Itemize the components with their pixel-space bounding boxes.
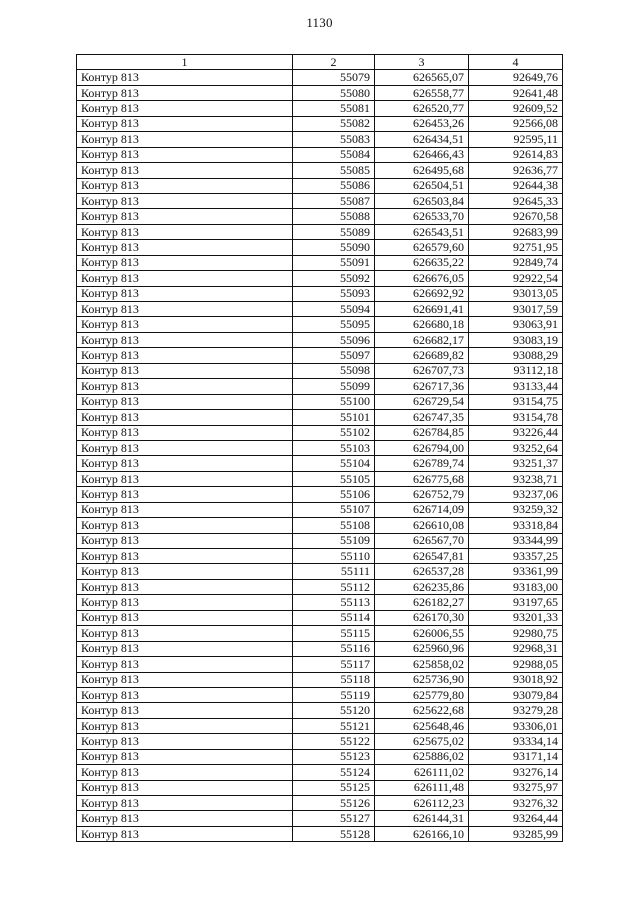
table-row bbox=[77, 101, 563, 116]
table-row bbox=[77, 178, 563, 193]
table-row bbox=[77, 286, 563, 301]
contour-name-cell: Контур 813 bbox=[77, 70, 293, 85]
point-number-cell: 55090 bbox=[293, 240, 375, 255]
x-coordinate-cell: 626789,74 bbox=[375, 456, 469, 471]
y-coordinate-cell: 92649,76 bbox=[469, 70, 563, 85]
y-coordinate-cell: 93276,32 bbox=[469, 796, 563, 811]
point-number-cell: 55105 bbox=[293, 471, 375, 486]
point-number-cell: 55100 bbox=[293, 394, 375, 409]
table-row bbox=[77, 749, 563, 764]
table-row bbox=[77, 687, 563, 702]
table-row bbox=[77, 302, 563, 317]
point-number-cell: 55103 bbox=[293, 440, 375, 455]
y-coordinate-cell: 93334,14 bbox=[469, 734, 563, 749]
table-row bbox=[77, 780, 563, 795]
y-coordinate-cell: 93154,78 bbox=[469, 410, 563, 425]
table-row bbox=[77, 826, 563, 841]
y-coordinate-cell: 93133,44 bbox=[469, 379, 563, 394]
table-row bbox=[77, 85, 563, 100]
x-coordinate-cell: 625622,68 bbox=[375, 703, 469, 718]
contour-name-cell: Контур 813 bbox=[77, 796, 293, 811]
y-coordinate-cell: 92751,95 bbox=[469, 240, 563, 255]
contour-name-cell: Контур 813 bbox=[77, 518, 293, 533]
table-row bbox=[77, 533, 563, 548]
table-row bbox=[77, 224, 563, 239]
x-coordinate-cell: 626682,17 bbox=[375, 332, 469, 347]
y-coordinate-cell: 92922,54 bbox=[469, 271, 563, 286]
contour-name-cell: Контур 813 bbox=[77, 579, 293, 594]
table-row bbox=[77, 70, 563, 85]
y-coordinate-cell: 93264,44 bbox=[469, 811, 563, 826]
header-col-1: 1 bbox=[77, 55, 293, 70]
contour-name-cell: Контур 813 bbox=[77, 332, 293, 347]
y-coordinate-cell: 93285,99 bbox=[469, 826, 563, 841]
table-row bbox=[77, 626, 563, 641]
point-number-cell: 55122 bbox=[293, 734, 375, 749]
y-coordinate-cell: 93238,71 bbox=[469, 471, 563, 486]
x-coordinate-cell: 626714,09 bbox=[375, 502, 469, 517]
contour-name-cell: Контур 813 bbox=[77, 178, 293, 193]
contour-name-cell: Контур 813 bbox=[77, 286, 293, 301]
x-coordinate-cell: 626166,10 bbox=[375, 826, 469, 841]
contour-name-cell: Контур 813 bbox=[77, 440, 293, 455]
point-number-cell: 55091 bbox=[293, 255, 375, 270]
y-coordinate-cell: 93079,84 bbox=[469, 687, 563, 702]
contour-name-cell: Контур 813 bbox=[77, 487, 293, 502]
contour-name-cell: Контур 813 bbox=[77, 703, 293, 718]
y-coordinate-cell: 93083,19 bbox=[469, 332, 563, 347]
y-coordinate-cell: 93063,91 bbox=[469, 317, 563, 332]
x-coordinate-cell: 626689,82 bbox=[375, 348, 469, 363]
table-row bbox=[77, 440, 563, 455]
contour-name-cell: Контур 813 bbox=[77, 564, 293, 579]
contour-name-cell: Контур 813 bbox=[77, 718, 293, 733]
point-number-cell: 55082 bbox=[293, 116, 375, 131]
point-number-cell: 55081 bbox=[293, 101, 375, 116]
contour-name-cell: Контур 813 bbox=[77, 765, 293, 780]
x-coordinate-cell: 626466,43 bbox=[375, 147, 469, 162]
y-coordinate-cell: 93275,97 bbox=[469, 780, 563, 795]
table-row bbox=[77, 425, 563, 440]
contour-name-cell: Контур 813 bbox=[77, 363, 293, 378]
x-coordinate-cell: 626558,77 bbox=[375, 85, 469, 100]
point-number-cell: 55079 bbox=[293, 70, 375, 85]
x-coordinate-cell: 626111,02 bbox=[375, 765, 469, 780]
point-number-cell: 55087 bbox=[293, 193, 375, 208]
point-number-cell: 55114 bbox=[293, 610, 375, 625]
point-number-cell: 55088 bbox=[293, 209, 375, 224]
x-coordinate-cell: 626434,51 bbox=[375, 132, 469, 147]
point-number-cell: 55095 bbox=[293, 317, 375, 332]
point-number-cell: 55113 bbox=[293, 595, 375, 610]
x-coordinate-cell: 626676,05 bbox=[375, 271, 469, 286]
y-coordinate-cell: 92645,33 bbox=[469, 193, 563, 208]
table-row bbox=[77, 317, 563, 332]
point-number-cell: 55093 bbox=[293, 286, 375, 301]
y-coordinate-cell: 92595,11 bbox=[469, 132, 563, 147]
x-coordinate-cell: 625675,02 bbox=[375, 734, 469, 749]
point-number-cell: 55106 bbox=[293, 487, 375, 502]
point-number-cell: 55117 bbox=[293, 657, 375, 672]
point-number-cell: 55099 bbox=[293, 379, 375, 394]
point-number-cell: 55116 bbox=[293, 641, 375, 656]
contour-name-cell: Контур 813 bbox=[77, 209, 293, 224]
x-coordinate-cell: 626565,07 bbox=[375, 70, 469, 85]
y-coordinate-cell: 93276,14 bbox=[469, 765, 563, 780]
contour-name-cell: Контур 813 bbox=[77, 425, 293, 440]
y-coordinate-cell: 93154,75 bbox=[469, 394, 563, 409]
contour-name-cell: Контур 813 bbox=[77, 224, 293, 239]
y-coordinate-cell: 93251,37 bbox=[469, 456, 563, 471]
y-coordinate-cell: 92641,48 bbox=[469, 85, 563, 100]
contour-name-cell: Контур 813 bbox=[77, 394, 293, 409]
x-coordinate-cell: 626610,08 bbox=[375, 518, 469, 533]
x-coordinate-cell: 626182,27 bbox=[375, 595, 469, 610]
x-coordinate-cell: 625736,90 bbox=[375, 672, 469, 687]
y-coordinate-cell: 93279,28 bbox=[469, 703, 563, 718]
y-coordinate-cell: 93252,64 bbox=[469, 440, 563, 455]
x-coordinate-cell: 626692,92 bbox=[375, 286, 469, 301]
contour-name-cell: Контур 813 bbox=[77, 116, 293, 131]
x-coordinate-cell: 625648,46 bbox=[375, 718, 469, 733]
contour-name-cell: Контур 813 bbox=[77, 348, 293, 363]
y-coordinate-cell: 93361,99 bbox=[469, 564, 563, 579]
contour-name-cell: Контур 813 bbox=[77, 410, 293, 425]
contour-name-cell: Контур 813 bbox=[77, 147, 293, 162]
table-row bbox=[77, 657, 563, 672]
table-row bbox=[77, 348, 563, 363]
y-coordinate-cell: 93201,33 bbox=[469, 610, 563, 625]
y-coordinate-cell: 92849,74 bbox=[469, 255, 563, 270]
x-coordinate-cell: 626579,60 bbox=[375, 240, 469, 255]
table-row bbox=[77, 379, 563, 394]
x-coordinate-cell: 626533,70 bbox=[375, 209, 469, 224]
point-number-cell: 55107 bbox=[293, 502, 375, 517]
point-number-cell: 55119 bbox=[293, 687, 375, 702]
x-coordinate-cell: 626170,30 bbox=[375, 610, 469, 625]
point-number-cell: 55102 bbox=[293, 425, 375, 440]
x-coordinate-cell: 626111,48 bbox=[375, 780, 469, 795]
contour-name-cell: Контур 813 bbox=[77, 255, 293, 270]
point-number-cell: 55086 bbox=[293, 178, 375, 193]
contour-name-cell: Контур 813 bbox=[77, 379, 293, 394]
y-coordinate-cell: 92609,52 bbox=[469, 101, 563, 116]
point-number-cell: 55109 bbox=[293, 533, 375, 548]
point-number-cell: 55118 bbox=[293, 672, 375, 687]
table-row bbox=[77, 549, 563, 564]
y-coordinate-cell: 92968,31 bbox=[469, 641, 563, 656]
header-col-3: 3 bbox=[375, 55, 469, 70]
table-row bbox=[77, 579, 563, 594]
contour-name-cell: Контур 813 bbox=[77, 456, 293, 471]
contour-name-cell: Контур 813 bbox=[77, 502, 293, 517]
contour-name-cell: Контур 813 bbox=[77, 471, 293, 486]
contour-name-cell: Контур 813 bbox=[77, 101, 293, 116]
x-coordinate-cell: 626794,00 bbox=[375, 440, 469, 455]
table-row bbox=[77, 147, 563, 162]
contour-name-cell: Контур 813 bbox=[77, 595, 293, 610]
point-number-cell: 55121 bbox=[293, 718, 375, 733]
contour-name-cell: Контур 813 bbox=[77, 549, 293, 564]
table-row bbox=[77, 209, 563, 224]
y-coordinate-cell: 92980,75 bbox=[469, 626, 563, 641]
point-number-cell: 55094 bbox=[293, 302, 375, 317]
header-col-2: 2 bbox=[293, 55, 375, 70]
contour-name-cell: Контур 813 bbox=[77, 749, 293, 764]
contour-name-cell: Контур 813 bbox=[77, 641, 293, 656]
table-row bbox=[77, 116, 563, 131]
table-header-row bbox=[77, 55, 563, 70]
x-coordinate-cell: 626520,77 bbox=[375, 101, 469, 116]
x-coordinate-cell: 626707,73 bbox=[375, 363, 469, 378]
x-coordinate-cell: 626495,68 bbox=[375, 163, 469, 178]
table-row bbox=[77, 518, 563, 533]
table-row bbox=[77, 718, 563, 733]
point-number-cell: 55089 bbox=[293, 224, 375, 239]
x-coordinate-cell: 626504,51 bbox=[375, 178, 469, 193]
table-row bbox=[77, 240, 563, 255]
x-coordinate-cell: 626567,70 bbox=[375, 533, 469, 548]
x-coordinate-cell: 626235,86 bbox=[375, 579, 469, 594]
x-coordinate-cell: 625960,96 bbox=[375, 641, 469, 656]
x-coordinate-cell: 626543,51 bbox=[375, 224, 469, 239]
x-coordinate-cell: 626752,79 bbox=[375, 487, 469, 502]
contour-name-cell: Контур 813 bbox=[77, 533, 293, 548]
point-number-cell: 55112 bbox=[293, 579, 375, 594]
table-row bbox=[77, 487, 563, 502]
table-row bbox=[77, 271, 563, 286]
point-number-cell: 55080 bbox=[293, 85, 375, 100]
point-number-cell: 55120 bbox=[293, 703, 375, 718]
x-coordinate-cell: 626747,35 bbox=[375, 410, 469, 425]
contour-name-cell: Контур 813 bbox=[77, 780, 293, 795]
table-row bbox=[77, 255, 563, 270]
y-coordinate-cell: 93306,01 bbox=[469, 718, 563, 733]
x-coordinate-cell: 626784,85 bbox=[375, 425, 469, 440]
x-coordinate-cell: 626006,55 bbox=[375, 626, 469, 641]
y-coordinate-cell: 92988,05 bbox=[469, 657, 563, 672]
y-coordinate-cell: 93017,59 bbox=[469, 302, 563, 317]
table-row bbox=[77, 796, 563, 811]
y-coordinate-cell: 93357,25 bbox=[469, 549, 563, 564]
y-coordinate-cell: 93171,14 bbox=[469, 749, 563, 764]
table-row bbox=[77, 363, 563, 378]
y-coordinate-cell: 92683,99 bbox=[469, 224, 563, 239]
y-coordinate-cell: 92644,38 bbox=[469, 178, 563, 193]
contour-name-cell: Контур 813 bbox=[77, 240, 293, 255]
point-number-cell: 55108 bbox=[293, 518, 375, 533]
table-row bbox=[77, 502, 563, 517]
y-coordinate-cell: 93197,65 bbox=[469, 595, 563, 610]
table-row bbox=[77, 595, 563, 610]
x-coordinate-cell: 626453,26 bbox=[375, 116, 469, 131]
page-number: 1130 bbox=[306, 15, 333, 30]
point-number-cell: 55084 bbox=[293, 147, 375, 162]
contour-name-cell: Контур 813 bbox=[77, 687, 293, 702]
point-number-cell: 55125 bbox=[293, 780, 375, 795]
x-coordinate-cell: 625858,02 bbox=[375, 657, 469, 672]
y-coordinate-cell: 93259,32 bbox=[469, 502, 563, 517]
y-coordinate-cell: 93018,92 bbox=[469, 672, 563, 687]
table-row bbox=[77, 672, 563, 687]
y-coordinate-cell: 92614,83 bbox=[469, 147, 563, 162]
point-number-cell: 55126 bbox=[293, 796, 375, 811]
contour-name-cell: Контур 813 bbox=[77, 734, 293, 749]
x-coordinate-cell: 626112,23 bbox=[375, 796, 469, 811]
contour-name-cell: Контур 813 bbox=[77, 657, 293, 672]
y-coordinate-cell: 93237,06 bbox=[469, 487, 563, 502]
x-coordinate-cell: 626144,31 bbox=[375, 811, 469, 826]
contour-name-cell: Контур 813 bbox=[77, 271, 293, 286]
table-row bbox=[77, 765, 563, 780]
y-coordinate-cell: 93088,29 bbox=[469, 348, 563, 363]
table-row bbox=[77, 703, 563, 718]
table-row bbox=[77, 641, 563, 656]
point-number-cell: 55115 bbox=[293, 626, 375, 641]
contour-name-cell: Контур 813 bbox=[77, 193, 293, 208]
table-row bbox=[77, 163, 563, 178]
header-col-4: 4 bbox=[469, 55, 563, 70]
x-coordinate-cell: 626547,81 bbox=[375, 549, 469, 564]
contour-name-cell: Контур 813 bbox=[77, 302, 293, 317]
point-number-cell: 55092 bbox=[293, 271, 375, 286]
x-coordinate-cell: 626503,84 bbox=[375, 193, 469, 208]
x-coordinate-cell: 626717,36 bbox=[375, 379, 469, 394]
contour-name-cell: Контур 813 bbox=[77, 610, 293, 625]
x-coordinate-cell: 625779,80 bbox=[375, 687, 469, 702]
table-row bbox=[77, 456, 563, 471]
point-number-cell: 55097 bbox=[293, 348, 375, 363]
point-number-cell: 55128 bbox=[293, 826, 375, 841]
contour-name-cell: Контур 813 bbox=[77, 672, 293, 687]
y-coordinate-cell: 93183,00 bbox=[469, 579, 563, 594]
point-number-cell: 55111 bbox=[293, 564, 375, 579]
point-number-cell: 55104 bbox=[293, 456, 375, 471]
table-row bbox=[77, 734, 563, 749]
y-coordinate-cell: 93344,99 bbox=[469, 533, 563, 548]
contour-name-cell: Контур 813 bbox=[77, 826, 293, 841]
table-row bbox=[77, 132, 563, 147]
table-row bbox=[77, 410, 563, 425]
y-coordinate-cell: 92670,58 bbox=[469, 209, 563, 224]
x-coordinate-cell: 626691,41 bbox=[375, 302, 469, 317]
point-number-cell: 55085 bbox=[293, 163, 375, 178]
table-row bbox=[77, 193, 563, 208]
table-row bbox=[77, 610, 563, 625]
y-coordinate-cell: 93226,44 bbox=[469, 425, 563, 440]
y-coordinate-cell: 92636,77 bbox=[469, 163, 563, 178]
table-row bbox=[77, 564, 563, 579]
contour-name-cell: Контур 813 bbox=[77, 317, 293, 332]
x-coordinate-cell: 626729,54 bbox=[375, 394, 469, 409]
y-coordinate-cell: 93013,05 bbox=[469, 286, 563, 301]
x-coordinate-cell: 626537,28 bbox=[375, 564, 469, 579]
y-coordinate-cell: 93112,18 bbox=[469, 363, 563, 378]
point-number-cell: 55124 bbox=[293, 765, 375, 780]
point-number-cell: 55096 bbox=[293, 332, 375, 347]
contour-name-cell: Контур 813 bbox=[77, 163, 293, 178]
contour-name-cell: Контур 813 bbox=[77, 132, 293, 147]
table-body bbox=[77, 70, 563, 842]
coordinates-table bbox=[76, 54, 563, 842]
point-number-cell: 55101 bbox=[293, 410, 375, 425]
y-coordinate-cell: 92566,08 bbox=[469, 116, 563, 131]
contour-name-cell: Контур 813 bbox=[77, 811, 293, 826]
x-coordinate-cell: 625886,02 bbox=[375, 749, 469, 764]
x-coordinate-cell: 626775,68 bbox=[375, 471, 469, 486]
table-row bbox=[77, 471, 563, 486]
contour-name-cell: Контур 813 bbox=[77, 626, 293, 641]
x-coordinate-cell: 626680,18 bbox=[375, 317, 469, 332]
point-number-cell: 55098 bbox=[293, 363, 375, 378]
table-row bbox=[77, 811, 563, 826]
point-number-cell: 55123 bbox=[293, 749, 375, 764]
table-row bbox=[77, 332, 563, 347]
point-number-cell: 55127 bbox=[293, 811, 375, 826]
y-coordinate-cell: 93318,84 bbox=[469, 518, 563, 533]
point-number-cell: 55110 bbox=[293, 549, 375, 564]
contour-name-cell: Контур 813 bbox=[77, 85, 293, 100]
x-coordinate-cell: 626635,22 bbox=[375, 255, 469, 270]
point-number-cell: 55083 bbox=[293, 132, 375, 147]
table-row bbox=[77, 394, 563, 409]
